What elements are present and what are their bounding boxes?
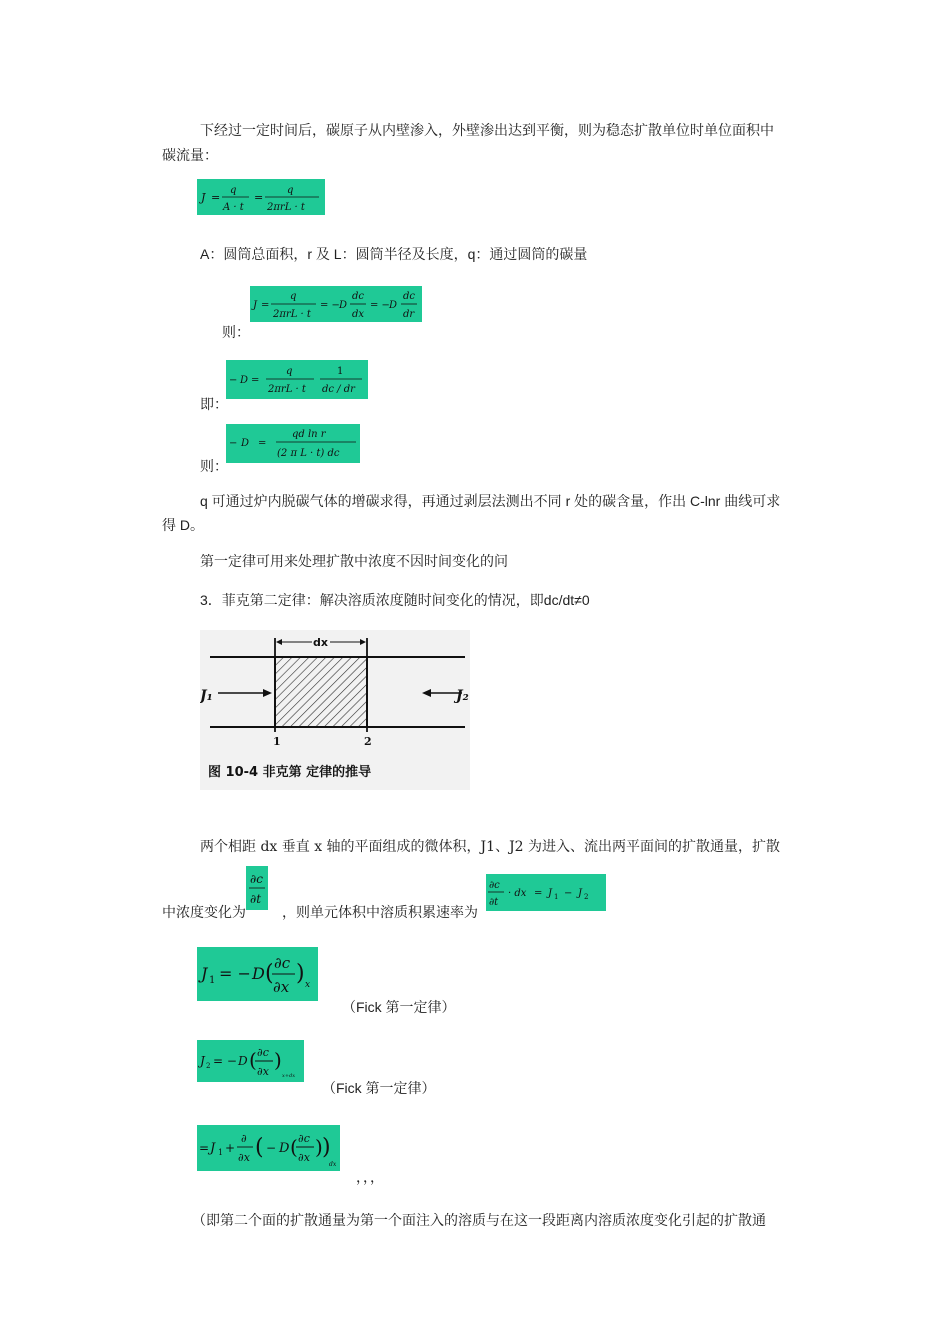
- svg-text:J: J: [578, 888, 583, 899]
- formula-negative-d: [226, 360, 368, 399]
- condition-text: dc/dt≠0: [543, 592, 590, 608]
- svg-text:=: =: [251, 375, 260, 386]
- svg-text:): ): [296, 961, 305, 986]
- svg-text:= −: = −: [320, 300, 340, 311]
- paragraph-carbon-measure-line1: q 可通过炉内脱碳气体的增碳求得，再通过剥层法测出不同 r 处的碳含量，作出 C-lnr 曲线可求: [200, 493, 781, 509]
- svg-text:2πrL · t: 2πrL · t: [273, 309, 311, 320]
- formula-j2-expansion: [197, 1125, 340, 1171]
- paragraph-second-plane-flux: （即第二个面的扩散通量为第一个面注入的溶质与在这一段距离内溶质浓度变化引起的扩散通: [192, 1213, 766, 1229]
- svg-text:∂c: ∂c: [298, 1132, 310, 1145]
- svg-text:−: −: [229, 375, 238, 386]
- svg-text:∂t: ∂t: [250, 892, 262, 906]
- note-fick-first-law-b: （Fick 第一定律）: [322, 1080, 436, 1096]
- svg-text:∂c: ∂c: [250, 872, 263, 886]
- svg-text:∂c: ∂c: [274, 954, 291, 972]
- svg-text:D: D: [252, 964, 265, 983]
- figure-dx-label: dx: [313, 636, 328, 649]
- svg-text:=: =: [254, 191, 264, 204]
- svg-text:q: q: [290, 291, 297, 302]
- svg-text:x: x: [305, 980, 311, 990]
- svg-text:1: 1: [218, 1148, 224, 1157]
- figure-fick-derivation: [200, 630, 470, 790]
- paragraph-intro-line2: 碳流量：: [162, 148, 218, 164]
- paragraph-micro-volume-line2a: 中浓度变化为: [162, 905, 246, 921]
- svg-text:2πrL · t: 2πrL · t: [267, 202, 305, 213]
- label-then-2: 则：: [200, 459, 228, 475]
- svg-text:∂c: ∂c: [489, 880, 500, 891]
- svg-text:= −: = −: [213, 1054, 237, 1068]
- svg-text:−: −: [229, 438, 238, 449]
- svg-text:= −: = −: [219, 964, 251, 983]
- svg-text:A · t: A · t: [223, 202, 244, 213]
- svg-text:∂x: ∂x: [273, 978, 290, 996]
- svg-text:−: −: [266, 1141, 277, 1155]
- label-namely: 即：: [200, 397, 228, 413]
- svg-text:1: 1: [337, 366, 344, 377]
- svg-text:dr: dr: [403, 309, 415, 320]
- svg-text:J: J: [201, 964, 208, 983]
- figure-j1-label: J₁: [200, 688, 213, 704]
- svg-text:1: 1: [554, 893, 559, 901]
- svg-text:(: (: [290, 1135, 298, 1159]
- formula-accumulation-rate: [486, 874, 606, 911]
- figure-caption: 图 10-4 非克第 定律的推导: [208, 765, 372, 780]
- formula-fick-first-cylinder: [250, 286, 422, 322]
- heading-text: 3．菲克第二定律：解决溶质浓度随时间变化的情况，即: [200, 592, 544, 608]
- svg-text:=: =: [199, 1141, 210, 1155]
- svg-text:∂c: ∂c: [257, 1046, 269, 1059]
- svg-text:∂x: ∂x: [298, 1151, 310, 1164]
- svg-text:dc / dr: dc / dr: [322, 384, 355, 395]
- svg-text:=: =: [211, 191, 221, 204]
- svg-text:· dx: · dx: [508, 888, 527, 899]
- svg-text:(: (: [255, 1135, 264, 1160]
- paragraph-variable-definitions: A：圆筒总面积，r 及 L：圆筒半径及长度，q：通过圆筒的碳量: [200, 246, 588, 262]
- svg-text:∂x: ∂x: [238, 1151, 250, 1164]
- svg-text:=: =: [261, 300, 270, 311]
- paragraph-carbon-measure-line2: 得 D。: [162, 517, 204, 533]
- svg-text:2: 2: [206, 1062, 211, 1070]
- formula-j1: [197, 947, 318, 1001]
- svg-text:D: D: [389, 300, 398, 311]
- svg-text:+: +: [225, 1141, 236, 1155]
- paragraph-micro-volume-line1: 两个相距 dx 垂直 x 轴的平面组成的微体积，J1、J2 为进入、流出两平面间的扩散通量，扩散: [200, 839, 781, 855]
- svg-text:(2 π L · t) dc: (2 π L · t) dc: [277, 448, 340, 459]
- svg-text:2: 2: [584, 893, 589, 901]
- svg-text:dc: dc: [403, 291, 416, 302]
- svg-text:=: =: [534, 888, 543, 899]
- paragraph-intro-line1: 下经过一定时间后，碳原子从内壁渗入，外壁渗出达到平衡，则为稳态扩散单位时单位面积中: [200, 123, 774, 139]
- svg-text:J: J: [200, 1054, 205, 1068]
- svg-text:D: D: [238, 1054, 248, 1068]
- note-fick-first-law-a: （Fick 第一定律）: [342, 999, 456, 1015]
- svg-text:D: D: [240, 375, 249, 386]
- svg-text:∂x: ∂x: [257, 1065, 269, 1078]
- figure-j2-label: J₂: [456, 688, 469, 704]
- svg-text:q: q: [287, 185, 294, 196]
- svg-text:q: q: [286, 366, 293, 377]
- svg-text:q: q: [230, 185, 237, 196]
- svg-text:D: D: [279, 1141, 290, 1156]
- svg-text:J: J: [201, 191, 206, 204]
- svg-text:∂t: ∂t: [489, 897, 499, 908]
- svg-text:dx: dx: [352, 309, 365, 320]
- formula-dc-dt: [246, 866, 268, 910]
- svg-text:J: J: [253, 300, 258, 311]
- svg-text:=: =: [258, 438, 267, 449]
- svg-text:J: J: [210, 1141, 216, 1156]
- svg-text:(: (: [249, 1048, 257, 1072]
- label-then-1: 则：: [222, 325, 250, 341]
- svg-text:x+dx: x+dx: [282, 1073, 296, 1079]
- commas: ，，，: [356, 1170, 384, 1186]
- svg-text:J: J: [548, 888, 553, 899]
- paragraph-micro-volume-line2b: ，则单元体积中溶质积累速率为: [282, 905, 478, 921]
- figure-plane-1: 1: [273, 735, 281, 748]
- svg-text:D: D: [339, 300, 348, 311]
- svg-text:): ): [322, 1135, 331, 1160]
- paragraph-first-law-usage: 第一定律可用来处理扩散中浓度不因时间变化的问: [200, 554, 508, 570]
- formula-d-from-lnr: [226, 424, 360, 463]
- svg-text:qd ln r: qd ln r: [292, 429, 326, 440]
- svg-text:): ): [315, 1135, 323, 1159]
- svg-text:2πrL · t: 2πrL · t: [268, 384, 306, 395]
- svg-text:): ): [274, 1048, 282, 1072]
- svg-text:dc: dc: [352, 291, 365, 302]
- svg-text:= −: = −: [370, 300, 390, 311]
- svg-text:1: 1: [209, 975, 216, 986]
- svg-text:∂: ∂: [241, 1132, 247, 1145]
- svg-text:D: D: [241, 438, 250, 449]
- svg-text:(: (: [265, 961, 274, 986]
- formula-flux-definition: [197, 179, 325, 215]
- svg-text:−: −: [564, 888, 573, 899]
- formula-j2: [197, 1040, 304, 1082]
- heading-fick-second-law: [200, 591, 590, 609]
- figure-plane-2: 2: [364, 735, 372, 748]
- svg-text:dx: dx: [329, 1161, 337, 1168]
